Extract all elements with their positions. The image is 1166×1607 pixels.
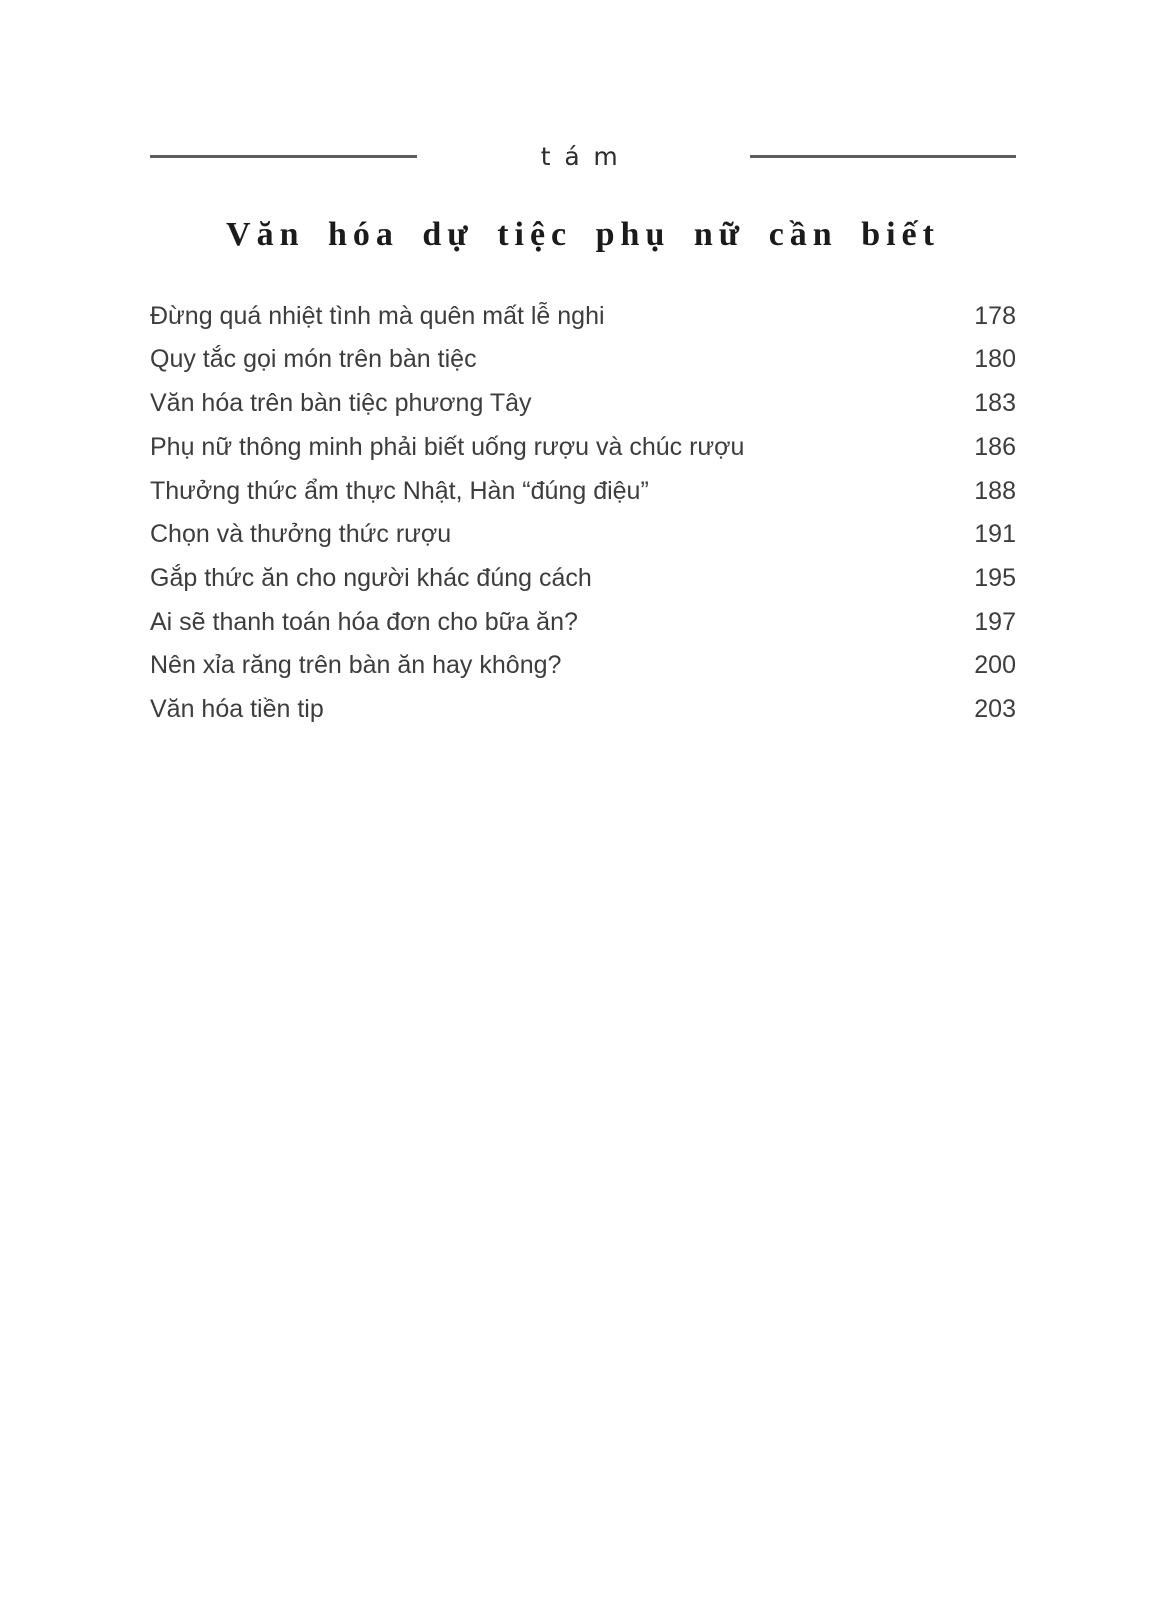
toc-entry-page: 188 xyxy=(974,476,1016,505)
toc-entry xyxy=(150,470,1016,514)
toc-entry-title: Thưởng thức ẩm thực Nhật, Hàn “đúng điệu” xyxy=(150,476,649,505)
toc-entry-title: Đừng quá nhiệt tình mà quên mất lễ nghi xyxy=(150,301,605,330)
toc-entry-page: 191 xyxy=(974,520,1016,549)
toc-entry xyxy=(150,513,1016,557)
toc-entry-page: 197 xyxy=(974,607,1016,636)
toc-entry-page: 195 xyxy=(974,563,1016,592)
toc-entry-title: Quy tắc gọi món trên bàn tiệc xyxy=(150,345,477,374)
toc-entry-page: 183 xyxy=(974,389,1016,418)
toc-entry-title: Văn hóa tiền tip xyxy=(150,694,324,723)
toc-entry xyxy=(150,601,1016,645)
toc-entry-page: 186 xyxy=(974,432,1016,461)
left-rule-line xyxy=(150,155,417,158)
chapter-title: Văn hóa dự tiệc phụ nữ cần biết xyxy=(226,216,940,253)
toc-entry-title: Phụ nữ thông minh phải biết uống rượu và chúc rượu xyxy=(150,432,745,461)
toc-entry xyxy=(150,295,1016,339)
toc-entry-title: Văn hóa trên bàn tiệc phương Tây xyxy=(150,389,532,418)
toc-entry xyxy=(150,338,1016,382)
toc-entry xyxy=(150,382,1016,426)
toc-entry-title: Ai sẽ thanh toán hóa đơn cho bữa ăn? xyxy=(150,607,578,636)
toc-entry xyxy=(150,644,1016,688)
toc-entry xyxy=(150,557,1016,601)
toc-entry-page: 200 xyxy=(974,651,1016,680)
toc-entry-title: Gắp thức ăn cho người khác đúng cách xyxy=(150,563,592,592)
chapter-number-label: tám xyxy=(540,141,632,171)
right-rule-line xyxy=(750,155,1017,158)
toc-entry-page: 178 xyxy=(974,301,1016,330)
page-content xyxy=(150,0,1016,732)
toc-entry-title: Chọn và thưởng thức rượu xyxy=(150,520,452,549)
toc-list xyxy=(150,295,1016,732)
toc-entry-page: 203 xyxy=(974,694,1016,723)
toc-entry-title: Nên xỉa răng trên bàn ăn hay không? xyxy=(150,651,562,680)
toc-entry-page: 180 xyxy=(974,345,1016,374)
toc-entry xyxy=(150,688,1016,732)
chapter-header xyxy=(150,139,1016,173)
toc-entry xyxy=(150,426,1016,470)
